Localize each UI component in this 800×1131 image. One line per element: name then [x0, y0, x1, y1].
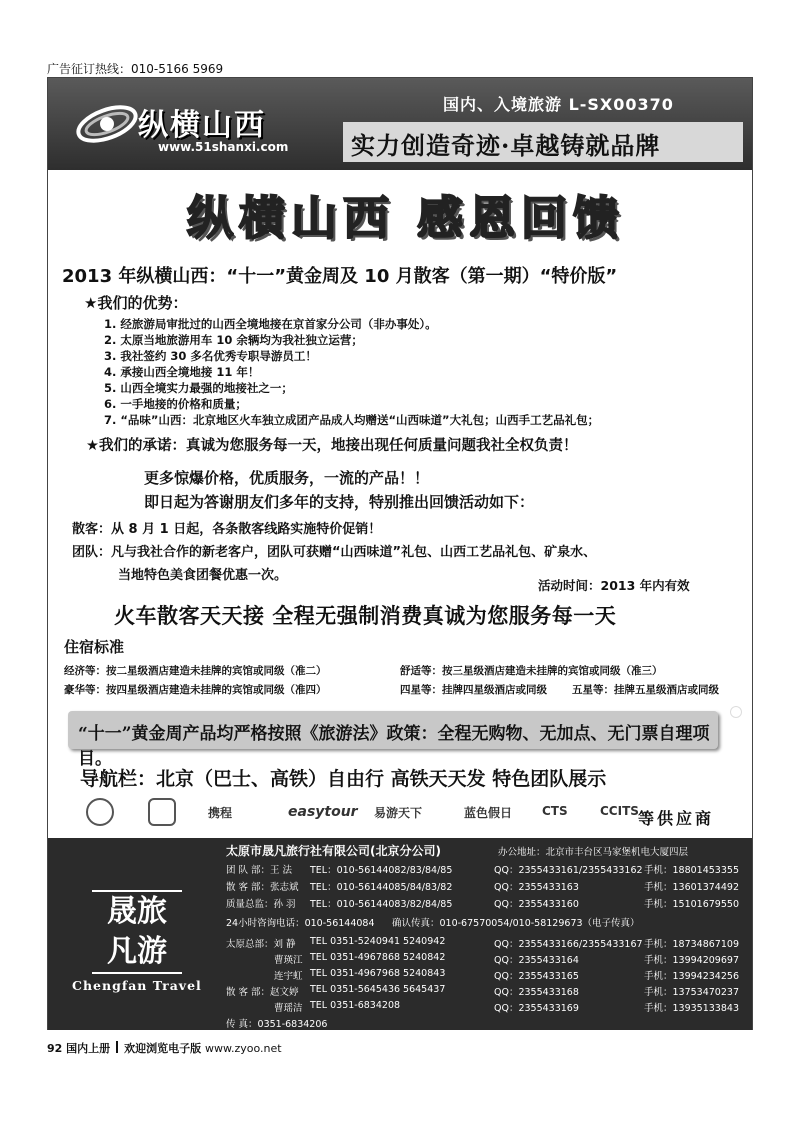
- deal-individual: 散客：从 8 月 1 日起，各条散客线路实施特价促销！: [72, 522, 382, 537]
- ad-page: [47, 77, 753, 1030]
- utc-logo-icon: [148, 798, 176, 826]
- contact-mobile: 手机：15101679550: [644, 899, 739, 910]
- contact-role: 团 队 部：王 法: [226, 865, 293, 876]
- header-banner: [48, 78, 752, 170]
- partner-ccits: CCITS: [600, 804, 639, 818]
- contact-qq: QQ：2355433165: [494, 971, 579, 982]
- logo-chinese-text: 纵横山西: [138, 108, 266, 143]
- sub-headline: 2013 年纵横山西：“十一”黄金周及 10 月散客（第一期）“特价版”: [62, 266, 618, 287]
- partner-easytour: easytour: [288, 804, 358, 820]
- advantages-heading: ★我们的优势：: [84, 294, 188, 312]
- slogan-text: 实力创造奇迹·卓越铸就品牌: [343, 122, 743, 162]
- service-banner: 火车散客天天接 全程无强制消费真诚为您服务每一天: [114, 604, 617, 628]
- main-headline: 纵横山西 感恩回馈: [186, 191, 625, 245]
- contact-mobile: 手机：18801453355: [644, 865, 739, 876]
- contact-qq: QQ：2355433164: [494, 955, 579, 966]
- contact-tel: TEL 0351-5645436 5645437: [310, 984, 446, 995]
- hotline-text: 广告征订热线：010-5166 5969: [47, 62, 224, 76]
- deal-group-cont: 当地特色美食团餐优惠一次。: [118, 568, 288, 583]
- contact-qq: QQ：2355433163: [494, 882, 579, 893]
- stay-row: [64, 662, 719, 681]
- offer-line: 即日起为答谢朋友们多年的支持，特别推出回馈活动如下：: [144, 493, 535, 511]
- footer-url[interactable]: www.zyoo.net: [205, 1042, 282, 1055]
- contact-fax: 确认传真：010-67570054/010-58129673（电子传真）: [392, 918, 640, 929]
- contact-role: 曹瑛江: [274, 955, 303, 966]
- promise-line: [86, 434, 578, 455]
- page-footer: [47, 1040, 282, 1056]
- contact-tel: TEL 0351-4967868 5240842: [310, 952, 446, 963]
- logo-url-text: www.51shanxi.com: [158, 140, 289, 154]
- contact-hotline: 24小时咨询电话：010-56144084: [226, 918, 375, 929]
- stay-standards: [64, 662, 719, 700]
- list-item: 3. 我社签约 30 多名优秀专职导游员工！: [104, 349, 317, 363]
- offer-line: 更多惊爆价格，优质服务，一流的产品！！: [144, 469, 430, 487]
- contact-mobile: 手机：13994234256: [644, 971, 739, 982]
- chengfan-logo-cn: [92, 890, 182, 974]
- globe-logo-icon: [86, 798, 114, 826]
- chengfan-logo-en: Chengfan Travel: [72, 978, 202, 993]
- contact-role: 太原总部：刘 静: [226, 939, 296, 950]
- suppliers-text: 等供应商: [638, 809, 715, 828]
- divider: [116, 1041, 118, 1053]
- logo-line: 晟旅: [107, 894, 167, 929]
- contact-role: 散 客 部：赵文婷: [226, 987, 299, 998]
- partner-yiyou: 易游天下: [374, 806, 423, 820]
- stay-four-star: 四星等：挂牌四星级酒店或同级: [400, 684, 547, 696]
- contact-mobile: 手机：18734867109: [644, 939, 739, 950]
- list-item: 7. “品味”山西：北京地区火车独立成团产品成人均赠送“山西味道”大礼包；山西手工艺品礼包；: [104, 413, 600, 427]
- contact-mobile: 手机：13601374492: [644, 882, 739, 893]
- contact-tel: TEL：010-56144083/82/84/85: [310, 899, 453, 910]
- logo-line: 凡游: [107, 934, 167, 969]
- deal-group: 团队：凡与我社合作的新老客户，团队可获赠“山西味道”礼包、山西工艺品礼包、矿泉水、: [72, 545, 597, 560]
- advantages-list: [104, 316, 599, 428]
- policy-banner: “十一”黄金周产品均严格按照《旅游法》政策：全程无购物、无加点、无门票自理项目。: [68, 711, 718, 749]
- contact-role: 曹瑶洁: [274, 1003, 303, 1014]
- swirl-logo-icon: [72, 96, 142, 152]
- list-item: 4. 承接山西全境地接 11 年！: [104, 365, 260, 379]
- page-number: 92: [47, 1042, 63, 1055]
- stay-luxury: 豪华等：按四星级酒店建造未挂牌的宾馆或同级（准四）: [64, 684, 327, 696]
- partner-lansejiari: 蓝色假日: [464, 806, 513, 820]
- contact-tel: TEL 0351-4967968 5240843: [310, 968, 446, 979]
- partner-logos: [72, 796, 732, 836]
- promise-heading: ★我们的承诺：: [86, 438, 186, 454]
- stay-row: [64, 681, 719, 700]
- contact-qq: QQ：2355433160: [494, 899, 579, 910]
- contact-role: 连宇虹: [274, 971, 303, 982]
- list-item: 2. 太原当地旅游用车 10 余辆均为我社独立运营；: [104, 333, 363, 347]
- list-item: 5. 山西全境实力最强的地接社之一；: [104, 381, 293, 395]
- list-item: 1. 经旅游局审批过的山西全境地接在京首家分公司（非办事处）。: [104, 317, 437, 331]
- contact-tel: TEL 0351-6834208: [310, 1000, 401, 1011]
- contact-mobile: 手机：13753470237: [644, 987, 739, 998]
- stay-comfort: 舒适等：按三星级酒店建造未挂牌的宾馆或同级（准三）: [400, 665, 663, 677]
- deal-list: [72, 518, 596, 587]
- decorative-circle-icon: [730, 706, 742, 718]
- office-address: 办公地址：北京市丰台区马家堡机电大厦四层: [498, 847, 689, 858]
- contact-qq: QQ：2355433169: [494, 1003, 579, 1014]
- footer-ebook: 欢迎浏览电子版: [124, 1042, 202, 1055]
- stay-heading: 住宿标准: [64, 638, 125, 656]
- stay-economy: 经济等：按二星级酒店建造未挂牌的宾馆或同级（准二）: [64, 665, 327, 677]
- promise-text: 真诚为您服务每一天，地接出现任何质量问题我社全权负责！: [186, 438, 578, 454]
- contact-qq: QQ：2355433168: [494, 987, 579, 998]
- contact-panel: [48, 838, 752, 1030]
- company-name: 太原市晟凡旅行社有限公司(北京分公司): [226, 844, 441, 858]
- contact-tel: TEL：010-56144082/83/84/85: [310, 865, 453, 876]
- contact-mobile: 手机：13935133843: [644, 1003, 739, 1014]
- chengfan-logo: [72, 882, 202, 992]
- contact-tel: TEL 0351-5240941 5240942: [310, 936, 446, 947]
- activity-time: 活动时间：2013 年内有效: [538, 578, 690, 593]
- license-number: 国内、入境旅游 L-SX00370: [443, 95, 674, 114]
- contact-qq: QQ：2355433166/2355433167: [494, 939, 643, 950]
- footer-section: 国内上册: [66, 1042, 111, 1055]
- nav-bar-text: 导航栏：北京（巴士、高铁）自由行 高铁天天发 特色团队展示: [80, 768, 607, 790]
- contact-fax: 传 真：0351-6834206: [226, 1019, 328, 1030]
- brand-logo: [66, 86, 316, 162]
- partner-ctrip: 携程: [208, 806, 233, 820]
- partner-cts: CTS: [542, 804, 568, 818]
- contact-role: 散 客 部：张志斌: [226, 882, 299, 893]
- stay-five-star: 五星等：挂牌五星级酒店或同级: [572, 684, 719, 696]
- contact-mobile: 手机：13994209697: [644, 955, 739, 966]
- contact-qq: QQ：2355433161/2355433162: [494, 865, 643, 876]
- offer-intro: [144, 466, 534, 514]
- list-item: 6. 一手地接的价格和质量；: [104, 397, 247, 411]
- contact-tel: TEL：010-56144085/84/83/82: [310, 882, 453, 893]
- contact-role: 质量总监：孙 羽: [226, 899, 296, 910]
